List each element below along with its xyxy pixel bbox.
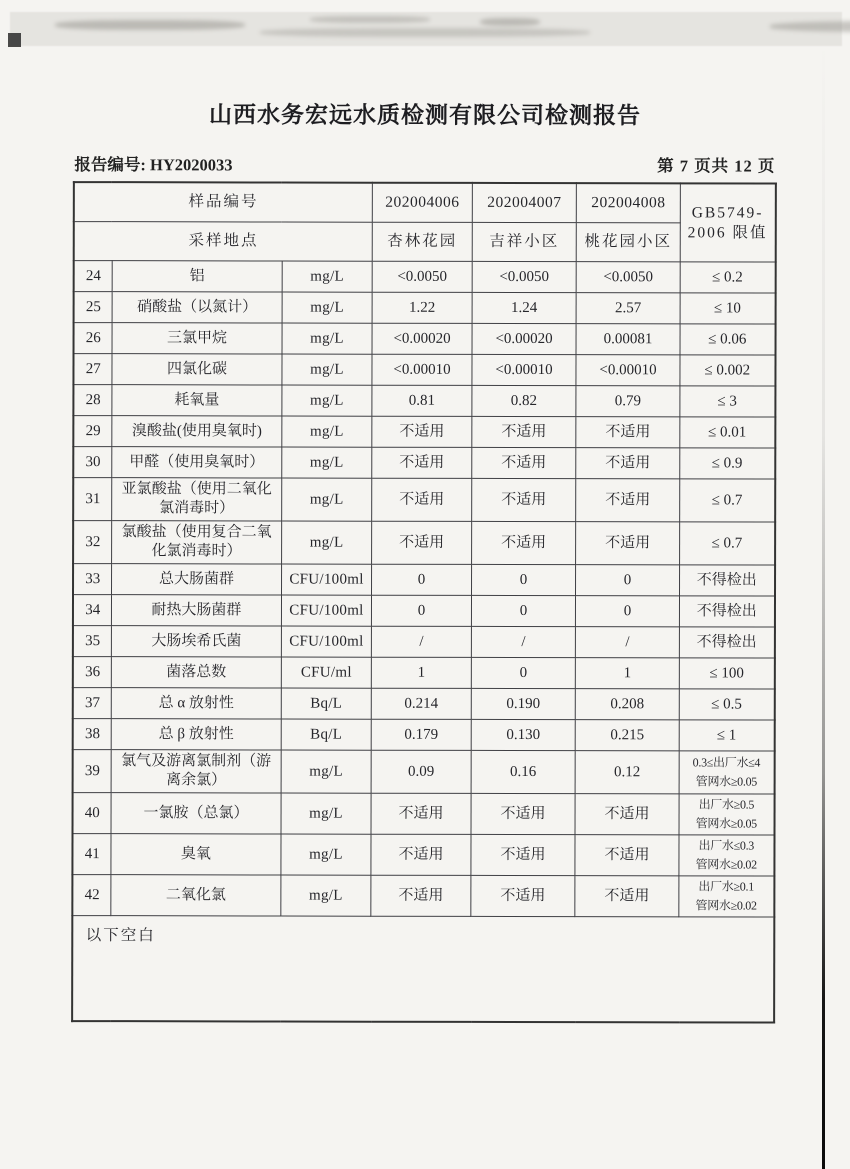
unit-cell: mg/L bbox=[282, 447, 372, 478]
header-row-sample-id bbox=[74, 182, 775, 223]
result-cell-sample3: / bbox=[575, 627, 679, 658]
result-cell-sample3: 不适用 bbox=[576, 479, 680, 522]
location-3: 桃花园小区 bbox=[576, 223, 680, 262]
result-cell-sample3: <0.0050 bbox=[576, 262, 680, 293]
result-cell-sample2: <0.0050 bbox=[472, 261, 576, 292]
limit-cell: 不得检出 bbox=[680, 565, 775, 596]
report-number: 报告编号: HY2020033 bbox=[74, 155, 233, 175]
result-cell-sample1: 不适用 bbox=[372, 416, 472, 447]
row-number-cell: 26 bbox=[74, 323, 112, 354]
result-cell-sample2: 0.130 bbox=[471, 719, 575, 750]
unit-cell: mg/L bbox=[282, 385, 372, 416]
result-cell-sample2: 不适用 bbox=[471, 875, 575, 916]
table-row bbox=[74, 292, 775, 324]
result-cell-sample1: <0.00010 bbox=[372, 354, 472, 385]
limit-standard-header bbox=[680, 183, 775, 262]
limit-cell: 不得检出 bbox=[679, 627, 774, 658]
header-sample-id-label: 样品编号 bbox=[74, 182, 372, 222]
blank-footer-row bbox=[73, 916, 774, 1023]
result-cell-sample1: <0.0050 bbox=[372, 261, 472, 292]
table-row bbox=[73, 793, 774, 835]
page-indicator: 第 7 页共 12 页 bbox=[657, 156, 776, 176]
parameter-name-cell: 总 α 放射性 bbox=[111, 688, 281, 719]
table-row bbox=[73, 750, 774, 794]
unit-cell: mg/L bbox=[281, 750, 371, 793]
limit-cell: ≤ 0.002 bbox=[680, 355, 775, 386]
parameter-name-cell: 耗氧量 bbox=[112, 385, 282, 416]
result-cell-sample3: 0.00081 bbox=[576, 324, 680, 355]
row-number-cell: 28 bbox=[74, 385, 112, 416]
unit-cell: mg/L bbox=[282, 416, 372, 447]
result-cell-sample1: / bbox=[371, 626, 471, 657]
result-cell-sample2: 0.190 bbox=[471, 688, 575, 719]
result-cell-sample1: 0.09 bbox=[371, 750, 471, 793]
limit-cell: ≤ 0.5 bbox=[679, 689, 774, 720]
row-number-cell: 38 bbox=[73, 719, 111, 750]
result-cell-sample1: 不适用 bbox=[372, 478, 472, 521]
row-number-cell: 37 bbox=[73, 688, 111, 719]
result-cell-sample2: 不适用 bbox=[472, 478, 576, 521]
row-number-cell: 34 bbox=[73, 595, 111, 626]
unit-cell: mg/L bbox=[282, 478, 372, 521]
row-number-cell: 31 bbox=[74, 478, 112, 521]
row-number-cell: 24 bbox=[74, 261, 112, 292]
table-row bbox=[73, 595, 774, 627]
parameter-name-cell: 四氯化碳 bbox=[112, 354, 282, 385]
limit-cell: 0.3≤出厂水≤4 管网水≥0.05 bbox=[679, 751, 774, 794]
unit-cell: mg/L bbox=[282, 323, 372, 354]
parameter-name-cell: 臭氧 bbox=[111, 834, 281, 875]
result-cell-sample2: 0 bbox=[471, 657, 575, 688]
result-cell-sample1: 0.214 bbox=[371, 688, 471, 719]
row-number-cell: 36 bbox=[73, 657, 111, 688]
table-row bbox=[74, 416, 775, 448]
table-row bbox=[74, 447, 775, 479]
table-row bbox=[73, 719, 774, 751]
limit-cell: ≤ 0.7 bbox=[680, 522, 775, 565]
result-cell-sample1: 不适用 bbox=[372, 521, 472, 564]
result-cell-sample3: 0.208 bbox=[575, 689, 679, 720]
result-cell-sample1: 0 bbox=[372, 564, 472, 595]
limit-cell: ≤ 10 bbox=[680, 293, 775, 324]
limit-standard-line1: GB5749- bbox=[691, 204, 764, 222]
report-title: 山西水务宏远水质检测有限公司检测报告 bbox=[208, 101, 642, 129]
parameter-name-cell: 耐热大肠菌群 bbox=[111, 595, 281, 626]
table-row bbox=[74, 261, 775, 293]
result-cell-sample2: 0 bbox=[472, 564, 576, 595]
result-cell-sample3: <0.00010 bbox=[576, 355, 680, 386]
unit-cell: Bq/L bbox=[281, 719, 371, 750]
location-1: 杏林花园 bbox=[372, 222, 472, 261]
limit-cell: ≤ 0.9 bbox=[680, 448, 775, 479]
result-cell-sample3: 1 bbox=[575, 658, 679, 689]
result-cell-sample3: 不适用 bbox=[576, 417, 680, 448]
result-cell-sample1: 不适用 bbox=[371, 793, 471, 834]
parameter-name-cell: 菌落总数 bbox=[111, 657, 281, 688]
table-row bbox=[74, 354, 775, 386]
result-cell-sample3: 2.57 bbox=[576, 293, 680, 324]
result-cell-sample2: 不适用 bbox=[472, 416, 576, 447]
unit-cell: CFU/100ml bbox=[281, 626, 371, 657]
row-number-cell: 29 bbox=[74, 416, 112, 447]
unit-cell: mg/L bbox=[281, 793, 371, 834]
row-number-cell: 25 bbox=[74, 292, 112, 323]
row-number-cell: 41 bbox=[73, 834, 111, 875]
row-number-cell: 30 bbox=[74, 447, 112, 478]
result-cell-sample2: 1.24 bbox=[472, 292, 576, 323]
table-row bbox=[74, 323, 775, 355]
limit-cell: ≤ 0.2 bbox=[680, 262, 775, 293]
header-location-label: 采样地点 bbox=[74, 222, 372, 262]
location-2: 吉祥小区 bbox=[472, 222, 576, 261]
result-cell-sample3: 0 bbox=[575, 596, 679, 627]
result-cell-sample2: 不适用 bbox=[472, 447, 576, 478]
parameter-name-cell: 溴酸盐(使用臭氧时) bbox=[112, 416, 282, 447]
result-cell-sample2: 不适用 bbox=[471, 834, 575, 875]
row-number-cell: 33 bbox=[73, 564, 111, 595]
unit-cell: mg/L bbox=[282, 354, 372, 385]
limit-cell: 出厂水≥0.1 管网水≥0.02 bbox=[679, 876, 774, 917]
result-cell-sample1: 1 bbox=[371, 657, 471, 688]
result-cell-sample3: 不适用 bbox=[575, 794, 679, 835]
result-cell-sample3: 不适用 bbox=[575, 876, 679, 917]
result-cell-sample2: 0 bbox=[471, 595, 575, 626]
parameter-name-cell: 总大肠菌群 bbox=[111, 564, 281, 595]
unit-cell: Bq/L bbox=[281, 688, 371, 719]
row-number-cell: 39 bbox=[73, 750, 111, 793]
result-cell-sample2: / bbox=[471, 626, 575, 657]
parameter-name-cell: 总 β 放射性 bbox=[111, 719, 281, 750]
parameter-name-cell: 二氧化氯 bbox=[111, 875, 281, 916]
unit-cell: mg/L bbox=[282, 261, 372, 292]
parameter-name-cell: 亚氯酸盐（使用二氧化氯消毒时） bbox=[112, 478, 282, 521]
result-cell-sample3: 不适用 bbox=[575, 835, 679, 876]
result-cell-sample2: 0.82 bbox=[472, 385, 576, 416]
result-cell-sample3: 0.12 bbox=[575, 751, 679, 794]
table-row bbox=[74, 521, 775, 565]
result-cell-sample3: 0 bbox=[576, 565, 680, 596]
unit-cell: mg/L bbox=[281, 875, 371, 916]
row-number-cell: 35 bbox=[73, 626, 111, 657]
limit-cell: 出厂水≤0.3 管网水≥0.02 bbox=[679, 835, 774, 876]
limit-cell: ≤ 0.01 bbox=[680, 417, 775, 448]
result-cell-sample1: 不适用 bbox=[371, 834, 471, 875]
sample-id-1: 202004006 bbox=[372, 183, 472, 223]
sample-id-2: 202004007 bbox=[472, 183, 576, 223]
result-cell-sample3: 不适用 bbox=[576, 522, 680, 565]
parameter-name-cell: 铝 bbox=[112, 261, 282, 292]
result-cell-sample2: 不适用 bbox=[471, 793, 575, 834]
table-row bbox=[74, 478, 775, 522]
unit-cell: CFU/ml bbox=[281, 657, 371, 688]
unit-cell: mg/L bbox=[282, 521, 372, 564]
table-row bbox=[73, 564, 774, 596]
table-row bbox=[74, 385, 775, 417]
parameter-name-cell: 硝酸盐（以氮计） bbox=[112, 292, 282, 323]
report-meta-row bbox=[74, 151, 775, 176]
header-row-location bbox=[74, 222, 775, 262]
results-tbody bbox=[73, 182, 776, 1022]
table-row bbox=[73, 834, 774, 876]
results-table bbox=[72, 181, 777, 1023]
result-cell-sample1: 0 bbox=[371, 595, 471, 626]
row-number-cell: 42 bbox=[73, 875, 111, 916]
unit-cell: mg/L bbox=[281, 834, 371, 875]
result-cell-sample3: 不适用 bbox=[576, 448, 680, 479]
row-number-cell: 27 bbox=[74, 354, 112, 385]
result-cell-sample1: 不适用 bbox=[371, 875, 471, 916]
result-cell-sample2: 不适用 bbox=[472, 521, 576, 564]
result-cell-sample2: <0.00020 bbox=[472, 323, 576, 354]
parameter-name-cell: 氯气及游离氯制剂（游离余氯） bbox=[111, 750, 281, 793]
table-row bbox=[73, 657, 774, 689]
limit-cell: 不得检出 bbox=[679, 596, 774, 627]
limit-cell: 出厂水≥0.5 管网水≥0.05 bbox=[679, 794, 774, 835]
result-cell-sample1: 1.22 bbox=[372, 292, 472, 323]
parameter-name-cell: 甲醛（使用臭氧时） bbox=[112, 447, 282, 478]
table-row bbox=[73, 875, 774, 917]
parameter-name-cell: 大肠埃希氏菌 bbox=[111, 626, 281, 657]
parameter-name-cell: 氯酸盐（使用复合二氧化氯消毒时） bbox=[112, 521, 282, 564]
limit-standard-line2: 2006 限值 bbox=[687, 223, 768, 242]
unit-cell: CFU/100ml bbox=[281, 564, 371, 595]
result-cell-sample1: <0.00020 bbox=[372, 323, 472, 354]
table-row bbox=[73, 626, 774, 658]
row-number-cell: 32 bbox=[74, 521, 112, 564]
limit-cell: ≤ 3 bbox=[680, 386, 775, 417]
row-number-cell: 40 bbox=[73, 793, 111, 834]
unit-cell: CFU/100ml bbox=[281, 595, 371, 626]
sample-id-3: 202004008 bbox=[576, 183, 680, 223]
limit-cell: ≤ 0.06 bbox=[680, 324, 775, 355]
parameter-name-cell: 一氯胺（总氯） bbox=[111, 793, 281, 834]
result-cell-sample2: 0.16 bbox=[471, 750, 575, 793]
limit-cell: ≤ 1 bbox=[679, 720, 774, 751]
result-cell-sample2: <0.00010 bbox=[472, 354, 576, 385]
result-cell-sample3: 0.79 bbox=[576, 386, 680, 417]
result-cell-sample1: 0.81 bbox=[372, 385, 472, 416]
blank-below-note: 以下空白 bbox=[73, 916, 774, 1023]
limit-cell: ≤ 0.7 bbox=[680, 479, 775, 522]
result-cell-sample1: 0.179 bbox=[371, 719, 471, 750]
limit-cell: ≤ 100 bbox=[679, 658, 774, 689]
result-cell-sample3: 0.215 bbox=[575, 720, 679, 751]
table-row bbox=[73, 688, 774, 720]
parameter-name-cell: 三氯甲烷 bbox=[112, 323, 282, 354]
unit-cell: mg/L bbox=[282, 292, 372, 323]
result-cell-sample1: 不适用 bbox=[372, 447, 472, 478]
